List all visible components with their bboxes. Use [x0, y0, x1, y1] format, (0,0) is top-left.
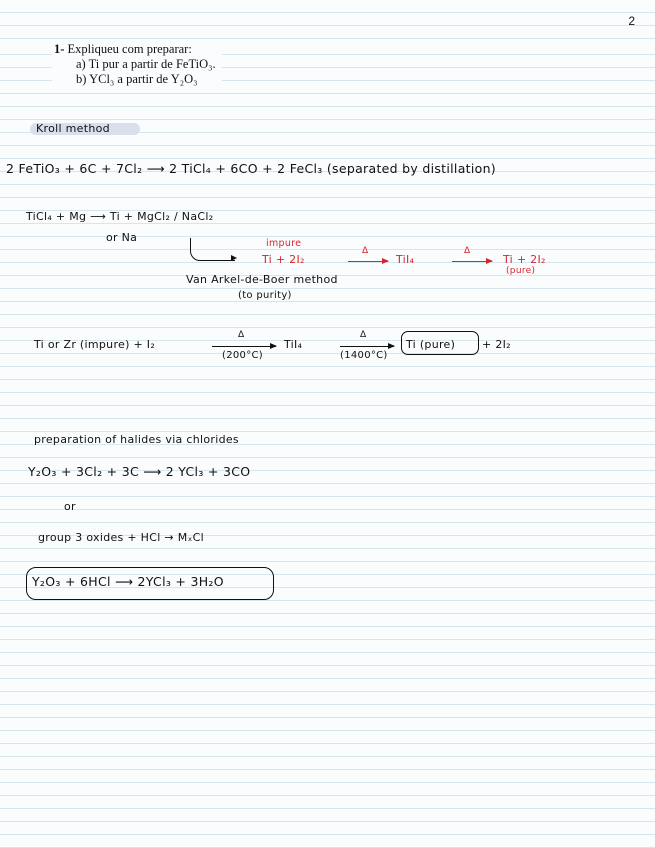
kroll-heading: Kroll method: [36, 122, 110, 135]
temp-200: (200°C): [222, 350, 263, 361]
question-item-a: a) Ti pur a partir de FeTiO₃.: [76, 57, 216, 71]
question-block: [52, 42, 222, 87]
vab-end: Ti + 2I₂: [503, 253, 546, 266]
iodide-end: + 2I₂: [482, 338, 511, 351]
iodide-start: Ti or Zr (impure) + I₂: [34, 338, 156, 351]
iodide-arrow-2: [340, 346, 394, 347]
delta-sign-3: Δ: [238, 330, 245, 340]
kroll-equation: 2 FeTiO₃ + 6C + 7Cl₂ ⟶ 2 TiCl₄ + 6CO + 2 FeCl₃ (separated by distillation): [6, 161, 496, 176]
iodide-arrow-1: [212, 346, 276, 347]
van-arkel-label: Van Arkel-de-Boer method: [186, 273, 338, 286]
delta-sign-1: Δ: [362, 246, 369, 256]
purity-note: (to purity): [238, 290, 292, 301]
final-equation: Y₂O₃ + 6HCl ⟶ 2YCl₃ + 3H₂O: [32, 574, 224, 589]
delta-sign-2: Δ: [464, 246, 471, 256]
or-label: or: [64, 500, 76, 513]
yttrium-chloride-equation: Y₂O₃ + 3Cl₂ + 3C ⟶ 2 YCl₃ + 3CO: [28, 464, 251, 479]
page-number: 2: [628, 14, 635, 28]
question-number: 1-: [54, 42, 65, 56]
iodide-middle: TiI₄: [284, 338, 303, 351]
halides-heading: preparation of halides via chlorides: [34, 433, 239, 446]
question-title: Expliqueu com preparar:: [67, 42, 192, 56]
question-item-b: b) YCl₃ a partir de Y₂O₃: [76, 72, 198, 86]
reduction-equation: TiCl₄ + Mg ⟶ Ti + MgCl₂ / NaCl₂: [26, 210, 214, 223]
temp-1400: (1400°C): [340, 350, 388, 361]
branch-arrow: [190, 238, 235, 261]
pure-ti-label: Ti (pure): [406, 338, 456, 351]
vab-start: Ti + 2I₂: [262, 253, 305, 266]
delta-sign-4: Δ: [360, 330, 367, 340]
impure-label: impure: [266, 238, 302, 249]
group3-equation: group 3 oxides + HCl → MₓCl: [38, 531, 205, 544]
pure-label: (pure): [506, 266, 536, 276]
or-na-note: or Na: [106, 231, 138, 244]
vab-arrow-1: [348, 261, 388, 262]
vab-middle: TiI₄: [396, 253, 415, 266]
vab-arrow-2: [452, 261, 492, 262]
